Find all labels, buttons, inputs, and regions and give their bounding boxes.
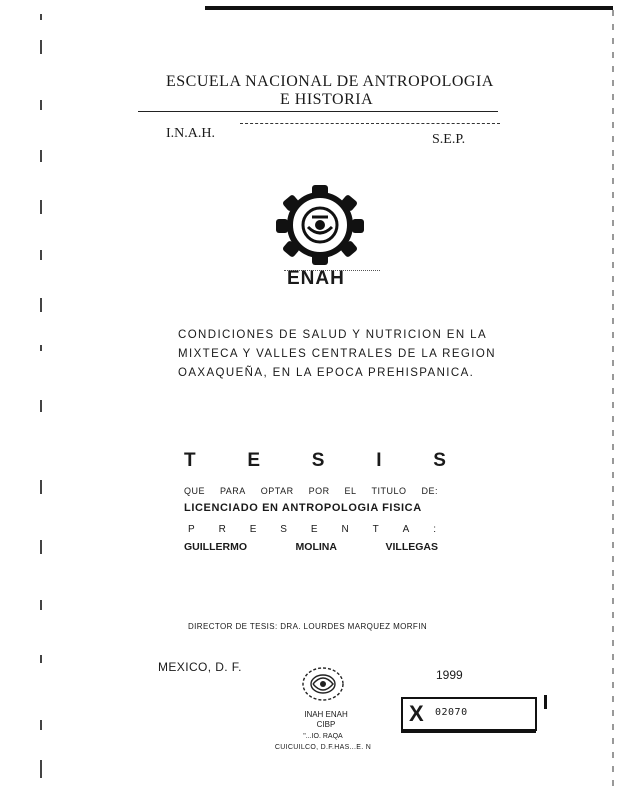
purpose-word: EL [344, 486, 357, 496]
author-surname: MOLINA [295, 541, 337, 553]
tesis-heading [184, 450, 446, 472]
presenta-letter: E [310, 524, 318, 535]
presenta-letter: A [402, 524, 410, 535]
degree-purpose-line [184, 486, 438, 496]
author-name [184, 541, 438, 553]
presenta-line [188, 524, 436, 535]
purpose-word: DE: [421, 486, 438, 496]
inah-acronym: I.N.A.H. [166, 126, 215, 141]
purpose-word: PARA [219, 486, 246, 496]
enah-emblem-icon [272, 183, 368, 269]
presenta-letter: N [341, 524, 349, 535]
stamp-number: 02070 [435, 707, 468, 718]
stamp-tick [544, 695, 547, 709]
presenta-letter: E [249, 524, 257, 535]
stamp-mark: X [409, 701, 424, 726]
purpose-word: TITULO [371, 486, 407, 496]
thesis-title-line: MIXTECA Y VALLES CENTRALES DE LA REGION [178, 348, 496, 360]
thesis-title-line: OAXAQUEÑA, EN LA EPOCA PREHISPANICA. [178, 367, 475, 379]
author-first-name: GUILLERMO [184, 541, 247, 553]
tesis-letter: I [376, 450, 382, 471]
year-label: 1999 [436, 668, 463, 682]
presenta-letter: S [280, 524, 287, 535]
enah-label: ENAH [287, 268, 345, 289]
city-label: MEXICO, D. F. [158, 660, 242, 674]
library-address: "...IO. RAQA [303, 733, 343, 740]
degree-title: LICENCIADO EN ANTROPOLOGIA FISICA [184, 502, 422, 514]
thesis-title [178, 326, 496, 383]
institution-name-continued: E HISTORIA [280, 91, 374, 108]
purpose-word: OPTAR [260, 486, 294, 496]
header-dashed-rule [240, 123, 500, 124]
tesis-letter: E [247, 450, 261, 471]
institution-name: ESCUELA NACIONAL DE ANTROPOLOGIA [166, 73, 494, 90]
library-location: CUICUILCO, D.F.HAS...E. N [274, 744, 372, 751]
sep-acronym: S.E.P. [432, 132, 466, 147]
presenta-letter: T [372, 524, 379, 535]
author-second-surname: VILLEGAS [385, 541, 438, 553]
tesis-letter: S [311, 450, 325, 471]
tesis-letter: S [433, 450, 446, 471]
purpose-word: QUE [184, 486, 206, 496]
inventory-stamp [401, 697, 537, 731]
tesis-letter: T [184, 450, 196, 471]
library-subname: CIBP [316, 720, 336, 729]
scan-right-edge [612, 10, 614, 790]
stamp-underline [401, 731, 536, 733]
thesis-title-line: CONDICIONES DE SALUD Y NUTRICION EN LA [178, 329, 488, 341]
scan-edge-bar [205, 6, 613, 10]
library-seal-icon [298, 664, 348, 704]
library-name: INAH ENAH [304, 710, 348, 719]
thesis-director: DIRECTOR DE TESIS: DRA. LOURDES MARQUEZ MORFIN [188, 622, 428, 631]
purpose-word: POR [308, 486, 330, 496]
header-rule [138, 111, 498, 112]
presenta-letter: P [188, 524, 195, 535]
presenta-letter: R [218, 524, 226, 535]
presenta-letter: : [433, 524, 436, 535]
